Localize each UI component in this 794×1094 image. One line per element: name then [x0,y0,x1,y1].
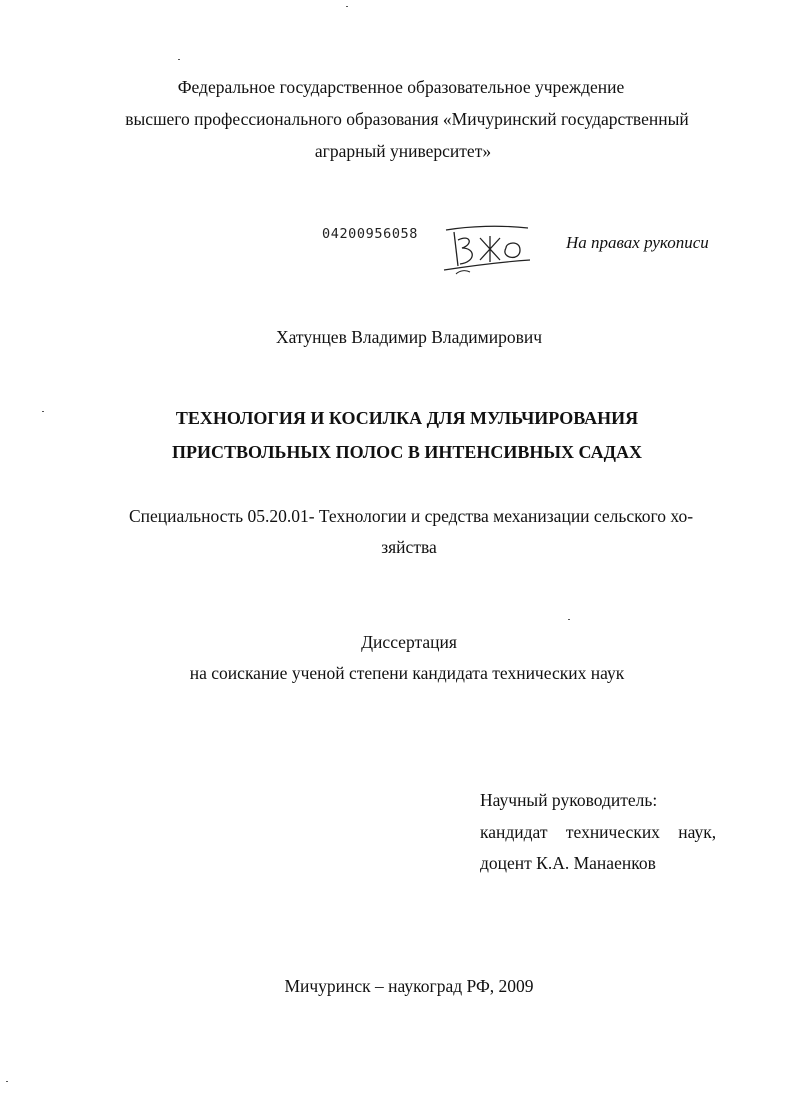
supervisor-name: доцент К.А. Манаенков [480,853,656,873]
institution-line-3: аграрный университет» [314,141,492,161]
specialty-line-1: Специальность 05.20.01- Технологии и средства механизации сельского хо- [128,506,694,526]
author-name: Хатунцев Владимир Владимирович [275,327,543,347]
document-type: Диссертация [361,632,457,652]
degree-purpose: на соискание ученой степени кандидата технических наук [189,663,625,683]
signature-mark [440,218,540,278]
scan-speck [346,6,348,7]
title-line-2: ПРИСТВОЛЬНЫХ ПОЛОС В ИНТЕНСИВНЫХ САДАХ [171,442,643,462]
institution-line-2: высшего профессионального образования «Мичуринский государственный [125,109,689,129]
supervisor-degree: кандидат технических наук, [480,822,717,842]
institution-line-1: Федеральное государственное образовательное учреждение [177,77,625,97]
scan-speck [6,1081,8,1082]
place-year: Мичуринск – наукоград РФ, 2009 [284,976,534,996]
supervisor-label: Научный руководитель: [480,790,658,810]
registration-number: 04200956058 [322,226,419,242]
scan-speck [178,59,180,60]
svg-text:ВЖО: ВЖО [440,218,443,219]
specialty-line-2: зяйства [381,537,437,557]
title-line-1: ТЕХНОЛОГИЯ И КОСИЛКА ДЛЯ МУЛЬЧИРОВАНИЯ [175,408,639,428]
manuscript-note: На правах рукописи [566,233,709,252]
scan-speck [568,619,570,620]
